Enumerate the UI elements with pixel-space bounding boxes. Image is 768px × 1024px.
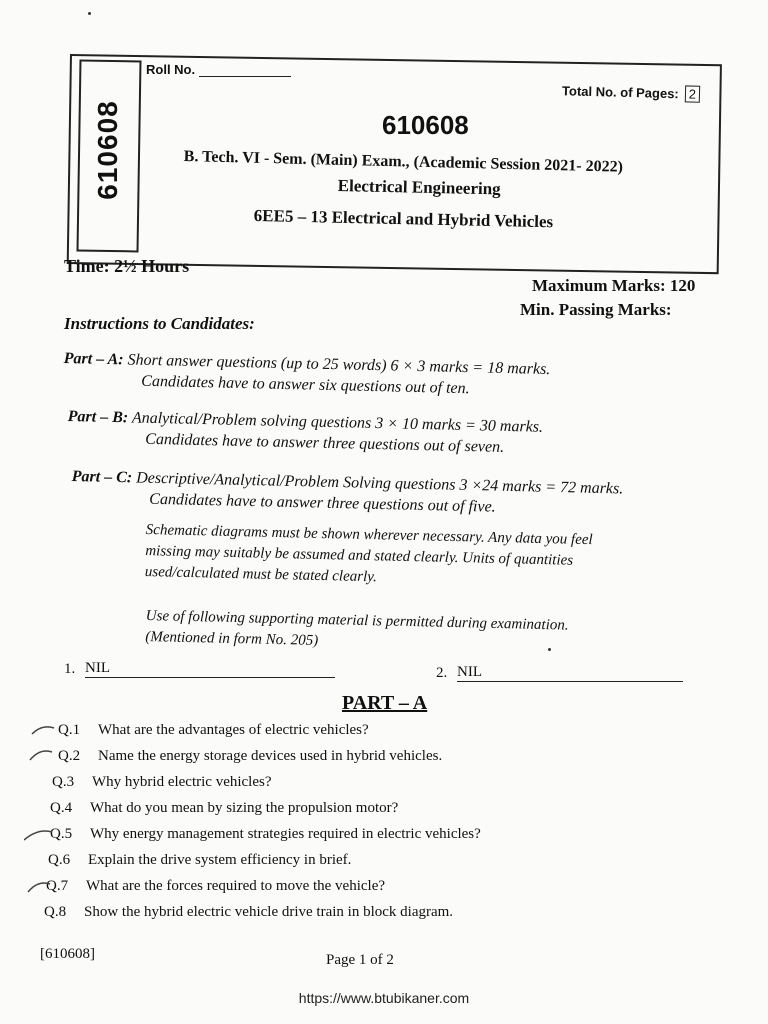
question-text: What are the forces required to move the vehicle? [86, 878, 386, 894]
exam-time: Time: 2½ Hours [64, 256, 190, 276]
vertical-paper-code: 610608 [92, 100, 123, 200]
roll-number-field [146, 62, 291, 77]
part-c-line1: Descriptive/Analytical/Problem Solving questions 3 ×24 marks = 72 marks. [136, 469, 624, 498]
speck [88, 12, 91, 15]
question-number: Q.6 [48, 852, 71, 868]
general-note [145, 520, 593, 593]
footer-paper-code: [610608] [40, 946, 95, 962]
question-2 [58, 748, 442, 765]
material-1-number: 1. [64, 661, 76, 677]
part-a-heading: PART – A [342, 692, 428, 714]
question-text: Why hybrid electric vehicles? [92, 774, 272, 790]
exam-title: B. Tech. VI - Sem. (Main) Exam., (Academic Session 2021- 2022) [183, 148, 624, 176]
note2-line1: Use of following supporting material is permitted during examination. [145, 607, 569, 634]
question-number: Q.3 [52, 774, 75, 790]
min-passing-marks: Min. Passing Marks: [520, 300, 672, 319]
roll-label: Roll No. [146, 62, 196, 77]
question-text: What are the advantages of electric vehicles? [98, 722, 369, 738]
question-text: Name the energy storage devices used in hybrid vehicles. [98, 748, 443, 764]
instructions-title: Instructions to Candidates: [64, 314, 255, 333]
part-a-line1: Short answer questions (up to 25 words) 6 × 3 marks = 18 marks. [127, 351, 551, 379]
question-number: Q.1 [58, 722, 81, 738]
material-2 [436, 664, 683, 682]
total-pages-label: Total No. of Pages: [561, 83, 679, 102]
paper-code: 610608 [382, 110, 469, 140]
question-number: Q.2 [58, 748, 81, 764]
part-a-instructions [63, 348, 550, 401]
note1-line1: Schematic diagrams must be shown wherever necessary. Any data you feel [145, 521, 593, 549]
material-2-number: 2. [436, 665, 448, 681]
department: Electrical Engineering [337, 176, 501, 199]
question-8 [44, 904, 453, 921]
material-2-value: NIL [457, 664, 683, 682]
supporting-material-note [145, 606, 569, 658]
part-b-label: Part – B: [67, 407, 129, 427]
total-pages [562, 82, 700, 103]
part-c-instructions [71, 466, 623, 521]
question-text: Show the hybrid electric vehicle drive train in block diagram. [84, 904, 454, 920]
total-pages-value: 2 [685, 85, 701, 102]
note1-line3: used/calculated must be stated clearly. [144, 563, 377, 586]
part-c-label: Part – C: [71, 467, 133, 487]
question-text: Explain the drive system efficiency in brief. [88, 852, 352, 868]
question-6 [48, 852, 351, 869]
part-a-label: Part – A: [63, 349, 124, 369]
question-7 [46, 878, 385, 895]
note2-line2: (Mentioned in form No. 205) [145, 628, 319, 649]
pen-marks [24, 718, 84, 908]
question-number: Q.8 [44, 904, 67, 920]
course-title: 6EE5 – 13 Electrical and Hybrid Vehicles [253, 206, 554, 232]
note1-line2: missing may suitably be assumed and stated clearly. Units of quantities [145, 542, 574, 569]
source-url: https://www.btubikaner.com [298, 990, 470, 1006]
question-number: Q.5 [50, 826, 73, 842]
question-1 [58, 722, 369, 739]
part-c-line2: Candidates have to answer three questions out of five. [149, 490, 496, 516]
question-number: Q.4 [50, 800, 73, 816]
part-b-line1: Analytical/Problem solving questions 3 × 10 marks = 30 marks. [131, 409, 544, 436]
part-b-line2: Candidates have to answer three questions out of seven. [145, 430, 505, 456]
max-marks: Maximum Marks: 120 [532, 276, 696, 295]
question-5 [50, 826, 481, 843]
page-number: Page 1 of 2 [326, 952, 394, 968]
material-1 [64, 660, 335, 678]
roll-blank-line [199, 76, 291, 77]
question-3 [52, 774, 272, 791]
question-text: Why energy management strategies required in electric vehicles? [90, 826, 481, 842]
speck [548, 648, 551, 651]
question-text: What do you mean by sizing the propulsion motor? [90, 800, 399, 816]
question-4 [50, 800, 398, 817]
material-1-value: NIL [85, 660, 335, 678]
part-b-instructions [67, 406, 543, 459]
question-number: Q.7 [46, 878, 69, 894]
part-a-line2: Candidates have to answer six questions out of ten. [141, 372, 470, 398]
